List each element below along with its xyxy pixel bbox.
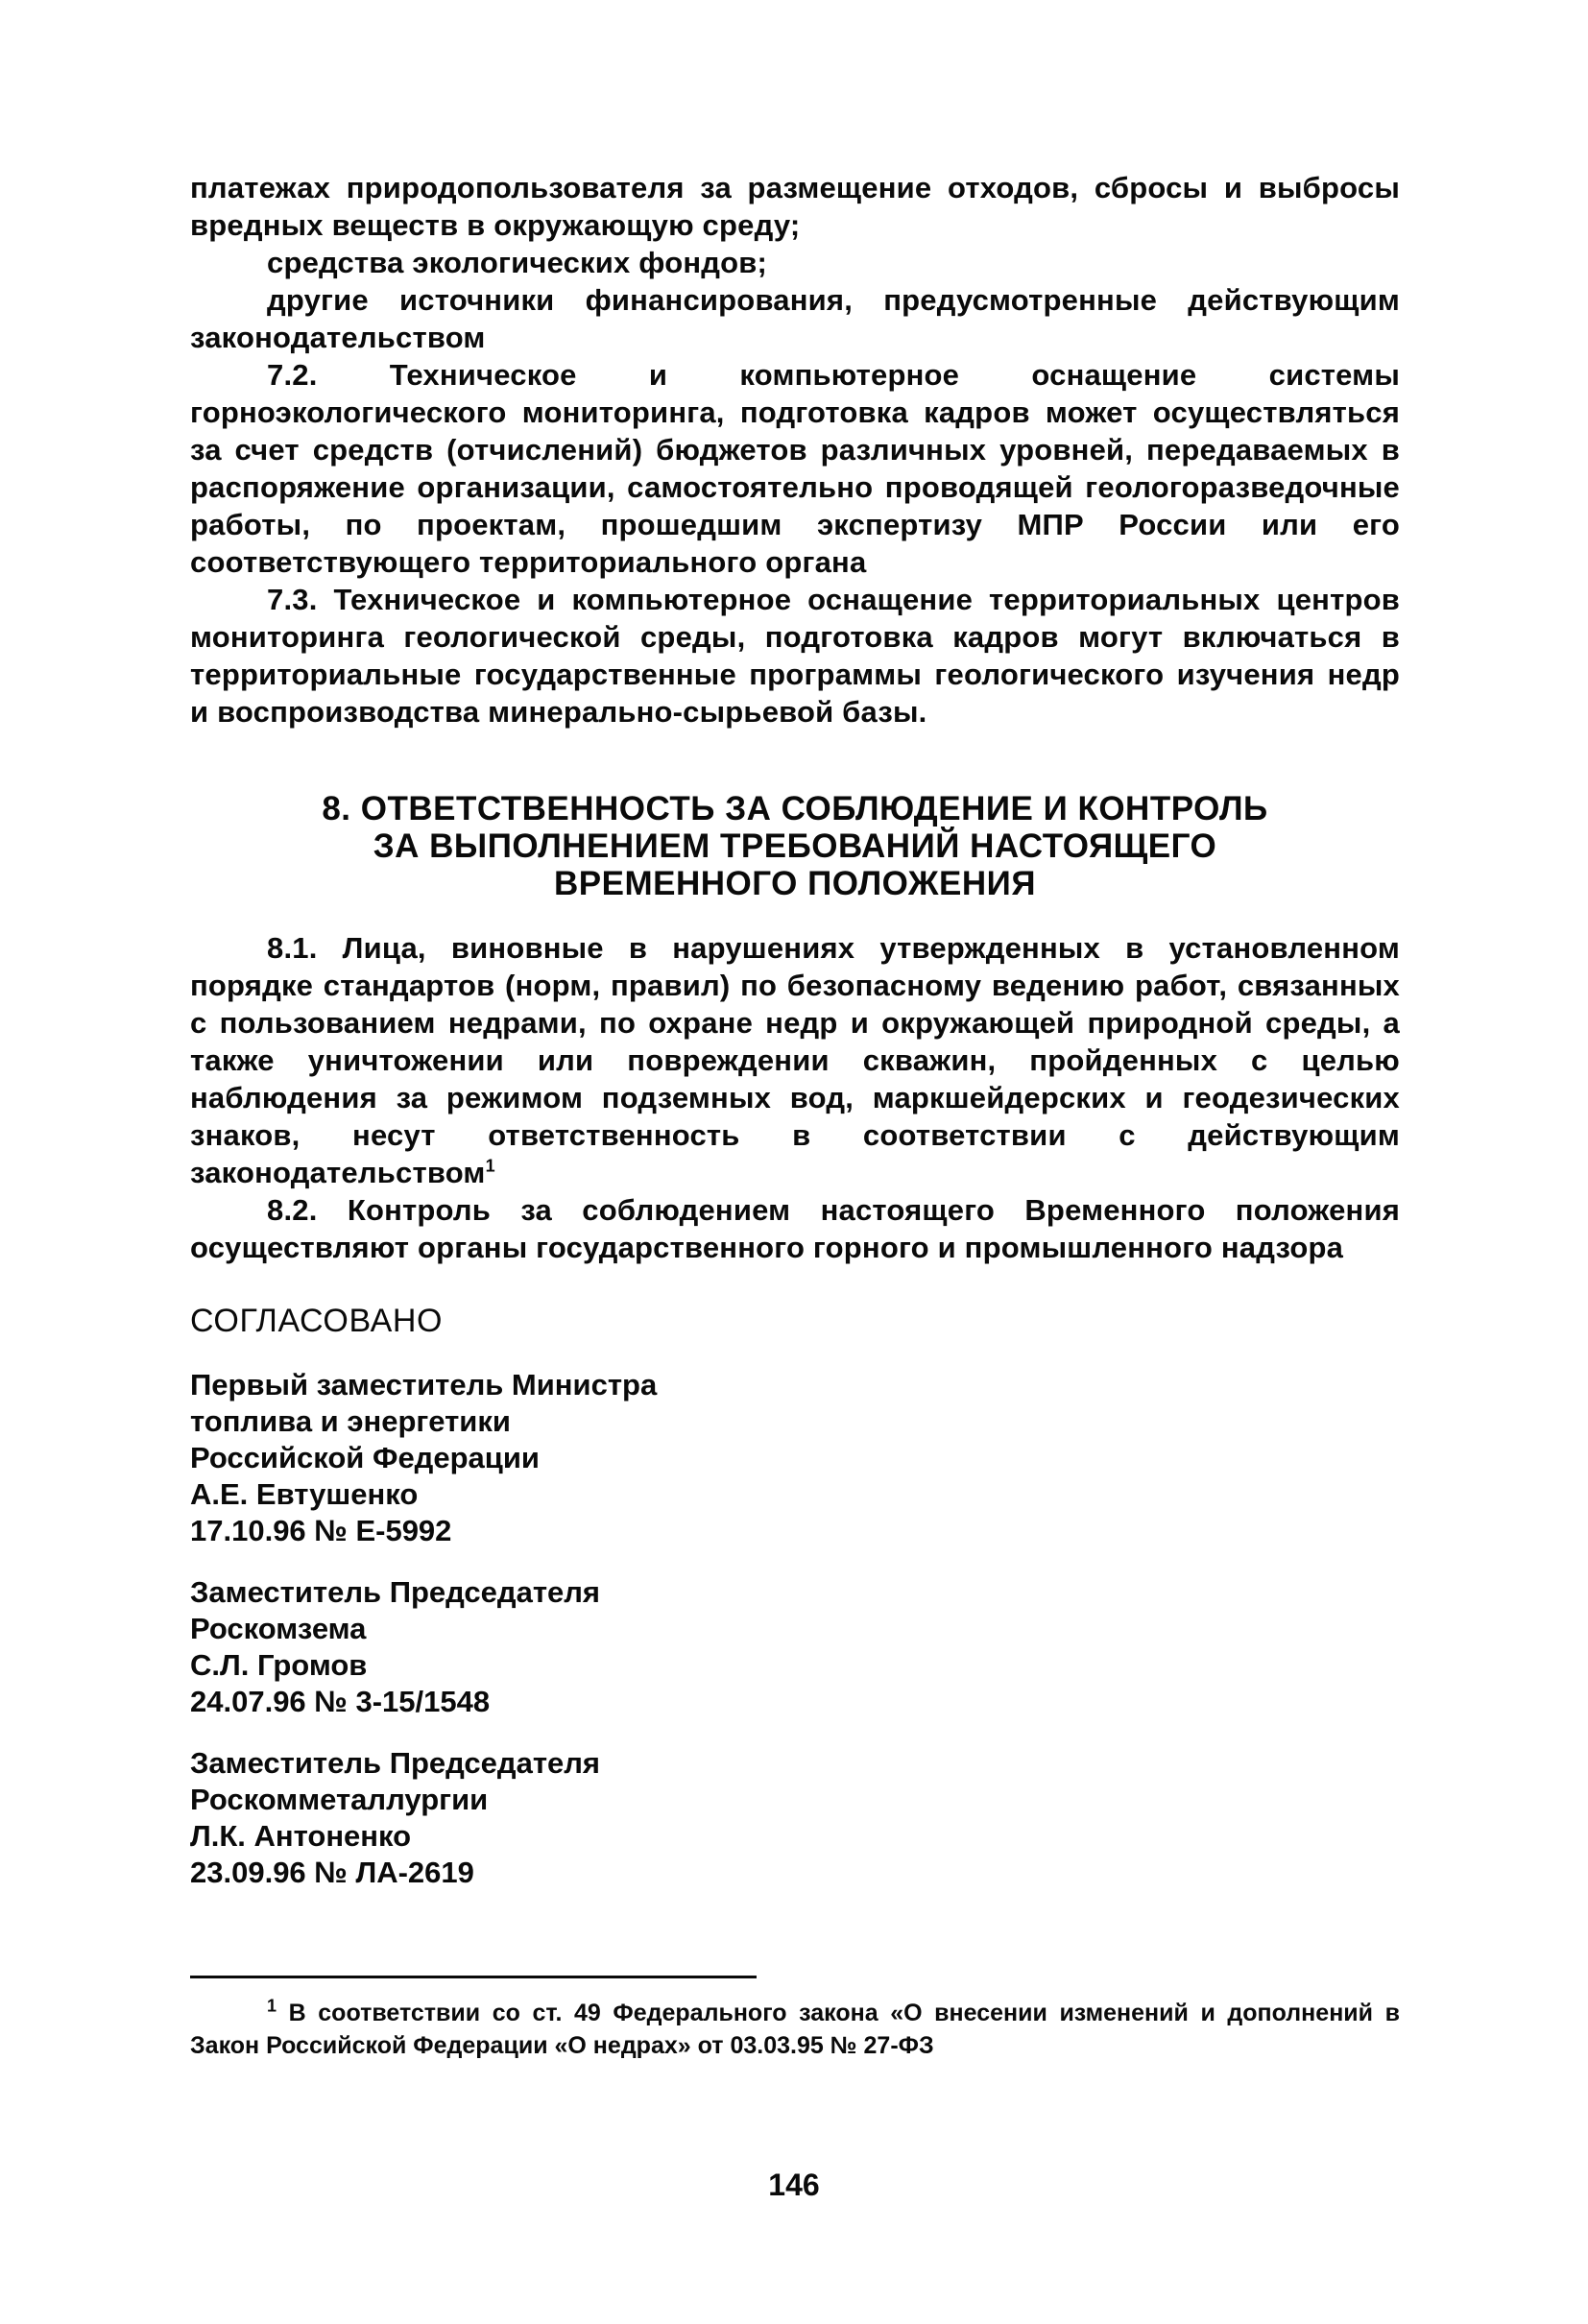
paragraph-eco-funds: средства экологических фондов;	[267, 246, 768, 279]
page-number: 146	[768, 2168, 820, 2202]
paragraph-7-2: 7.2. Техническое и компьютерное оснащение системы горноэкологического мониторинга, подготовка кадров может осуществляться за счет средств (отчислений) бюджетов различных уровней, передаваемых в распоряжение организации, самостоятельно проводящей геологоразведочные работы, по проектам, прошедшим экспертизу МПР России или его соответствующего территориального органа	[190, 358, 1400, 579]
signatory-1-name: А.Е. Евтушенко	[190, 1477, 419, 1511]
section-8-heading-line-1: 8. ОТВЕТСТВЕННОСТЬ ЗА СОБЛЮДЕНИЕ И КОНТРОЛЬ	[322, 790, 1268, 827]
signatory-block-2	[190, 1574, 1400, 1720]
signatory-3-reference: 23.09.96 № ЛА-2619	[190, 1856, 474, 1889]
paragraph-8-1	[190, 929, 1400, 1191]
footnote-body: В соответствии со ст. 49 Федерального закона «О внесении изменений и дополнений в Закон Российской Федерации «О недрах» от 03.03.95 № 27-ФЗ	[190, 2000, 1400, 2059]
paragraph-8-1-text: 8.1. Лица, виновные в нарушениях утвержденных в установленном порядке стандартов (норм, правил) по безопасному ведению работ, связанных с пользованием недрами, по охране недр и окружающей природной среды, а также уничтожении или повреждении скважин, пройденных с целью наблюдения за режимом подземных вод, маркшейдерских и геодезических знаков, несут ответственность в соответствии с действующим законодательством	[190, 931, 1400, 1189]
section-8-heading	[190, 790, 1400, 902]
paragraph-other-sources: другие источники финансирования, предусмотренные действующим законодательством	[190, 283, 1400, 354]
signatory-block-3	[190, 1745, 1400, 1891]
signatory-1-position: Первый заместитель Министра	[190, 1368, 658, 1402]
page-body	[190, 169, 1400, 1916]
signatory-2-organization: Роскомзема	[190, 1612, 367, 1645]
signatory-3-name: Л.К. Антоненко	[190, 1819, 412, 1853]
signatory-1-reference: 17.10.96 № Е-5992	[190, 1514, 452, 1547]
signatory-2-name: С.Л. Громов	[190, 1648, 368, 1682]
paragraph-7-3: 7.3. Техническое и компьютерное оснащение территориальных центров мониторинга геологической среды, подготовка кадров могут включаться в территориальные государственные программы геологического изучения недр и воспроизводства минерально-сырьевой базы.	[190, 583, 1400, 729]
signatory-2-reference: 24.07.96 № 3-15/1548	[190, 1685, 491, 1718]
section-8-heading-line-3: ВРЕМЕННОГО ПОЛОЖЕНИЯ	[554, 865, 1036, 902]
signatory-2-position: Заместитель Председателя	[190, 1575, 601, 1609]
footnote-mark: 1	[267, 1996, 277, 2016]
footnote-reference-mark: 1	[485, 1156, 495, 1176]
signatory-1-ministry: топлива и энергетики	[190, 1404, 511, 1438]
signatory-3-organization: Роскомметаллургии	[190, 1783, 489, 1816]
signatory-3-position: Заместитель Председателя	[190, 1746, 601, 1780]
footnote-divider	[190, 1976, 757, 1978]
paragraph-payments: платежах природопользователя за размещение отходов, сбросы и выбросы вредных веществ в окружающую среду;	[190, 171, 1400, 242]
signatory-1-country: Российской Федерации	[190, 1441, 540, 1474]
footnote-text	[190, 1997, 1400, 2062]
section-8-heading-line-2: ЗА ВЫПОЛНЕНИЕМ ТРЕБОВАНИЙ НАСТОЯЩЕГО	[373, 827, 1217, 865]
signatory-block-1	[190, 1367, 1400, 1549]
paragraph-8-2: 8.2. Контроль за соблюдением настоящего Временного положения осуществляют органы государственного горного и промышленного надзора	[190, 1193, 1400, 1264]
approval-title: СОГЛАСОВАНО	[190, 1303, 444, 1339]
